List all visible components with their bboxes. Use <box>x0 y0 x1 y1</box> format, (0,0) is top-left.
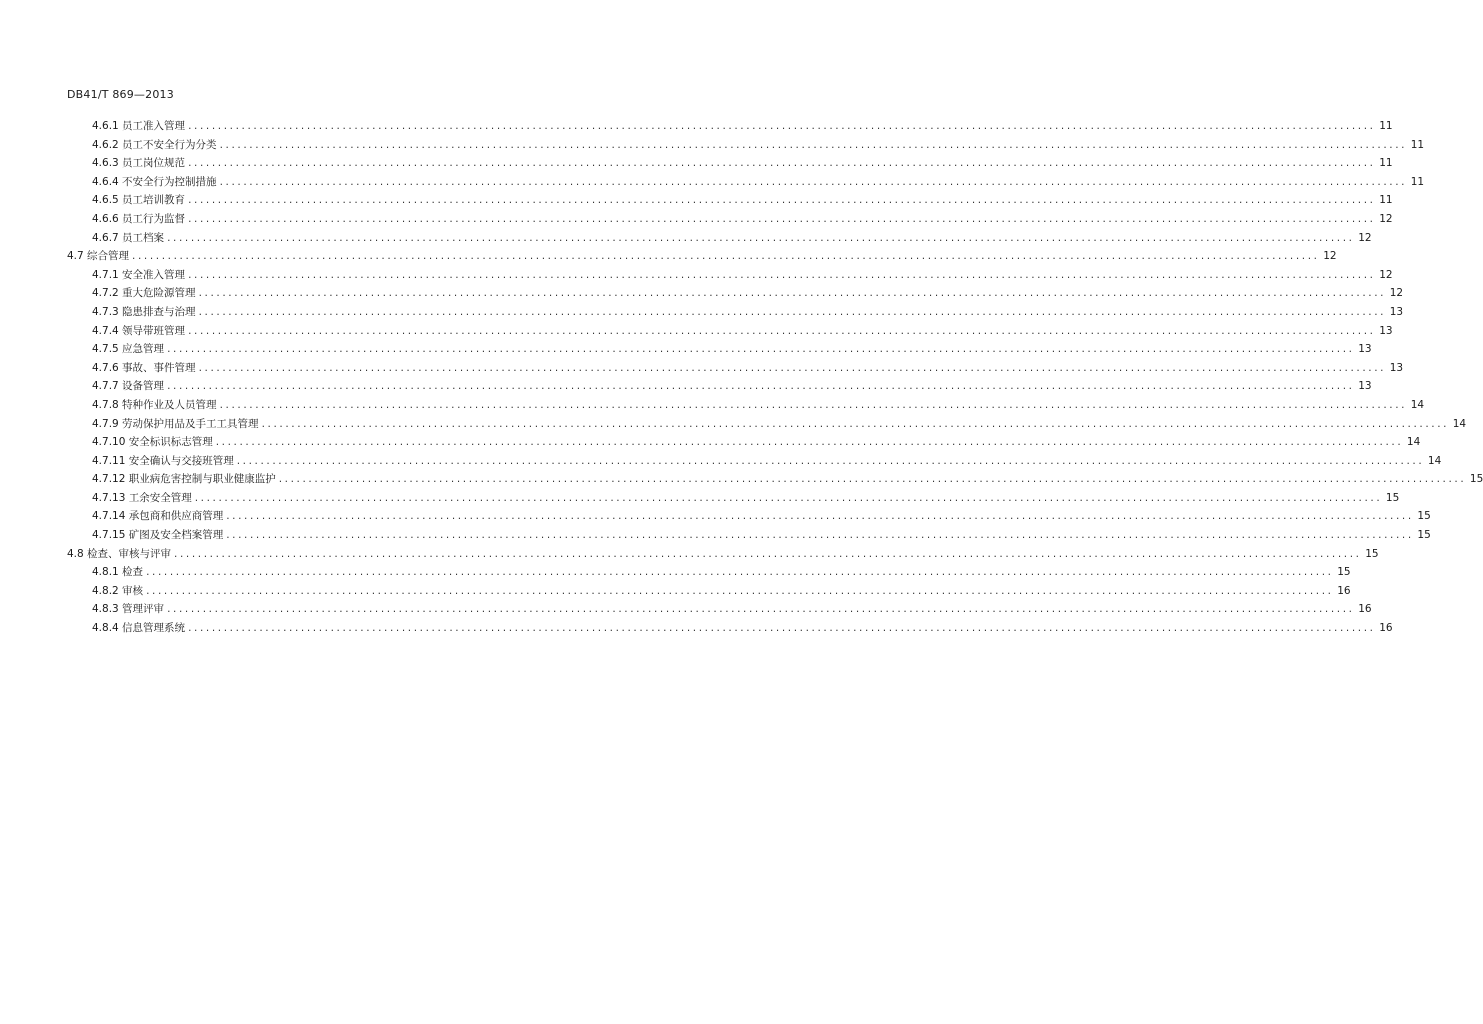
toc-entry-page-number: 14 <box>1427 454 1442 467</box>
toc-entry-page-number: 15 <box>1385 491 1400 504</box>
dot-leader: ........................................................................................................................................................................................................ <box>188 268 1376 281</box>
dot-leader: ........................................................................................................................................................................................................ <box>167 343 1355 356</box>
toc-entry[interactable] <box>0 359 1404 378</box>
toc-entry-page-number: 13 <box>1389 305 1404 318</box>
toc-entry[interactable] <box>0 322 1393 341</box>
toc-entry-page-number: 11 <box>1379 120 1393 132</box>
dot-leader: ........................................................................................................................................................................................................ <box>198 287 1387 300</box>
toc-entry-page-number: 12 <box>1323 250 1337 263</box>
toc-entry[interactable] <box>0 284 1404 303</box>
toc-entry-label: 4.6.5 员工培训教育 <box>92 194 186 207</box>
toc-entry[interactable] <box>0 117 1393 136</box>
toc-entry[interactable] <box>0 266 1393 285</box>
toc-entry-label: 4.7.13 工余安全管理 <box>92 491 192 504</box>
toc-entry-label: 4.6.6 员工行为监督 <box>92 212 186 225</box>
toc-entry[interactable] <box>0 563 1351 582</box>
toc-entry[interactable] <box>0 545 1379 564</box>
toc-entry[interactable] <box>0 526 1431 545</box>
dot-leader: ........................................................................................................................................................................................................ <box>188 324 1376 337</box>
toc-entry-page-number: 16 <box>1337 584 1351 597</box>
toc-entry-page-number: 15 <box>1365 547 1379 560</box>
toc-entry-label: 4.7.1 安全准入管理 <box>92 268 186 281</box>
toc-entry-page-number: 14 <box>1410 398 1425 411</box>
toc-entry-page-number: 11 <box>1410 175 1425 188</box>
toc-entry[interactable] <box>0 396 1425 415</box>
toc-entry[interactable] <box>0 582 1351 601</box>
toc-entry-label: 4.7.12 职业病危害控制与职业健康监护 <box>92 473 276 486</box>
table-of-contents <box>0 117 1483 638</box>
dot-leader: ........................................................................................................................................................................................................ <box>188 622 1376 635</box>
toc-entry-page-number: 15 <box>1417 529 1431 542</box>
toc-entry[interactable] <box>0 191 1393 210</box>
dot-leader: ........................................................................................................................................................................................................ <box>236 454 1425 467</box>
dot-leader: ........................................................................................................................................................................................................ <box>167 603 1355 616</box>
toc-entry-page-number: 13 <box>1358 380 1372 393</box>
dot-leader: ........................................................................................................................................................................................................ <box>219 398 1408 411</box>
toc-entry[interactable] <box>0 136 1425 155</box>
dot-leader: ........................................................................................................................................................................................................ <box>261 417 1450 430</box>
dot-leader: ........................................................................................................................................................................................................ <box>167 231 1355 244</box>
toc-entry-page-number: 15 <box>1469 473 1483 486</box>
toc-entry-page-number: 13 <box>1358 343 1372 356</box>
toc-entry-label: 4.6.3 员工岗位规范 <box>92 157 186 170</box>
toc-entry[interactable] <box>0 247 1337 266</box>
toc-entry-page-number: 12 <box>1379 212 1393 225</box>
toc-entry[interactable] <box>0 340 1372 359</box>
dot-leader: ........................................................................................................................................................................................................ <box>215 436 1404 449</box>
toc-entry[interactable] <box>0 452 1442 471</box>
toc-entry-label: 4.8.1 检查 <box>92 566 144 579</box>
toc-entry-label: 4.7.8 特种作业及人员管理 <box>92 398 217 411</box>
toc-entry-label: 4.7.5 应急管理 <box>92 343 165 356</box>
toc-entry-page-number: 12 <box>1379 268 1393 281</box>
toc-entry[interactable] <box>0 210 1393 229</box>
toc-entry-page-number: 13 <box>1389 361 1404 374</box>
toc-entry-label: 4.8 检查、审核与评审 <box>67 547 172 560</box>
toc-entry-label: 4.6.1 员工准入管理 <box>92 120 186 132</box>
dot-leader: ........................................................................................................................................................................................................ <box>174 547 1362 560</box>
toc-entry-label: 4.7.3 隐患排查与治理 <box>92 305 196 318</box>
toc-entry-label: 4.7 综合管理 <box>67 250 130 263</box>
dot-leader: ........................................................................................................................................................................................................ <box>188 194 1376 207</box>
toc-entry[interactable] <box>0 470 1483 489</box>
document-code-header: DB41/T 869—2013 <box>67 88 174 101</box>
toc-entry-label: 4.8.3 管理评审 <box>92 603 165 616</box>
toc-entry-label: 4.7.11 安全确认与交接班管理 <box>92 454 234 467</box>
toc-entry-page-number: 11 <box>1379 194 1393 207</box>
dot-leader: ........................................................................................................................................................................................................ <box>146 566 1334 579</box>
dot-leader: ........................................................................................................................................................................................................ <box>198 305 1387 318</box>
toc-entry[interactable] <box>0 415 1467 434</box>
dot-leader: ........................................................................................................................................................................................................ <box>219 138 1408 151</box>
dot-leader: ........................................................................................................................................................................................................ <box>132 250 1320 263</box>
toc-entry-page-number: 11 <box>1379 157 1393 170</box>
toc-entry[interactable] <box>0 507 1431 526</box>
toc-entry-label: 4.7.14 承包商和供应商管理 <box>92 510 224 523</box>
toc-entry-page-number: 14 <box>1406 436 1421 449</box>
toc-entry[interactable] <box>0 303 1404 322</box>
toc-entry-label: 4.7.15 矿图及安全档案管理 <box>92 529 224 542</box>
toc-entry[interactable] <box>0 154 1393 173</box>
dot-leader: ........................................................................................................................................................................................................ <box>188 212 1376 225</box>
toc-entry[interactable] <box>0 600 1372 619</box>
toc-entry-page-number: 14 <box>1452 417 1467 430</box>
toc-entry-label: 4.7.4 领导带班管理 <box>92 324 186 337</box>
toc-entry-label: 4.8.4 信息管理系统 <box>92 622 186 635</box>
toc-entry-label: 4.7.10 安全标识标志管理 <box>92 436 213 449</box>
toc-entry-page-number: 16 <box>1379 622 1393 635</box>
toc-entry-label: 4.7.2 重大危险源管理 <box>92 287 196 300</box>
toc-entry-page-number: 13 <box>1379 324 1393 337</box>
toc-entry-label: 4.6.2 员工不安全行为分类 <box>92 138 217 151</box>
dot-leader: ........................................................................................................................................................................................................ <box>167 380 1355 393</box>
toc-entry-page-number: 12 <box>1358 231 1372 244</box>
toc-entry-page-number: 15 <box>1337 566 1351 579</box>
toc-entry-label: 4.7.7 设备管理 <box>92 380 165 393</box>
toc-entry[interactable] <box>0 229 1372 248</box>
dot-leader: ........................................................................................................................................................................................................ <box>188 157 1376 170</box>
dot-leader: ........................................................................................................................................................................................................ <box>194 491 1383 504</box>
toc-entry[interactable] <box>0 433 1421 452</box>
toc-entry-label: 4.8.2 审核 <box>92 584 144 597</box>
toc-entry-page-number: 12 <box>1389 287 1404 300</box>
dot-leader: ........................................................................................................................................................................................................ <box>219 175 1408 188</box>
toc-entry-label: 4.6.4 不安全行为控制措施 <box>92 175 217 188</box>
toc-entry[interactable] <box>0 377 1372 396</box>
toc-entry-page-number: 16 <box>1358 603 1372 616</box>
toc-entry-label: 4.6.7 员工档案 <box>92 231 165 244</box>
toc-entry-label: 4.7.6 事故、事件管理 <box>92 361 196 374</box>
toc-entry-label: 4.7.9 劳动保护用品及手工工具管理 <box>92 417 259 430</box>
dot-leader: ........................................................................................................................................................................................................ <box>198 361 1387 374</box>
dot-leader: ........................................................................................................................................................................................................ <box>146 584 1334 597</box>
toc-entry-page-number: 15 <box>1417 510 1431 523</box>
toc-entry[interactable] <box>0 619 1393 638</box>
toc-entry[interactable] <box>0 173 1425 192</box>
dot-leader: ........................................................................................................................................................................................................ <box>226 529 1414 542</box>
toc-entry-page-number: 11 <box>1410 138 1425 151</box>
toc-entry[interactable] <box>0 489 1400 508</box>
dot-leader: ........................................................................................................................................................................................................ <box>226 510 1414 523</box>
dot-leader: ........................................................................................................................................................................................................ <box>278 473 1467 486</box>
dot-leader: ........................................................................................................................................................................................................ <box>188 120 1376 132</box>
